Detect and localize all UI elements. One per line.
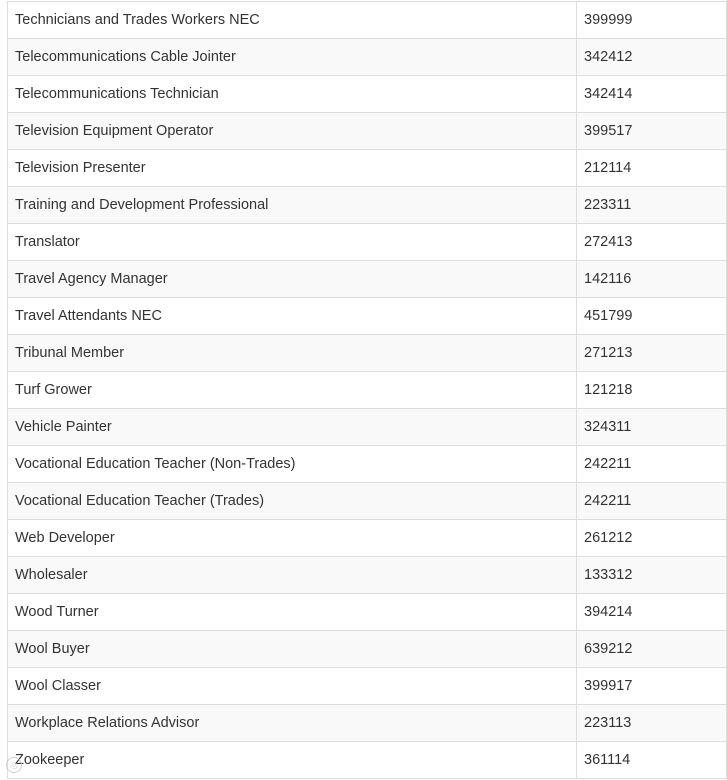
occupation-name-cell: Wood Turner	[8, 594, 577, 631]
table-row	[8, 76, 727, 113]
occupation-name-cell: Vocational Education Teacher (Trades)	[8, 483, 577, 520]
occupation-code-cell: 639212	[577, 631, 727, 668]
occupation-name-cell: Vocational Education Teacher (Non-Trades)	[8, 446, 577, 483]
occupation-name-cell: Vehicle Painter	[8, 409, 577, 446]
occupation-code-cell: 399517	[577, 113, 727, 150]
table-row	[8, 335, 727, 372]
occupation-name-cell: Telecommunications Technician	[8, 76, 577, 113]
occupation-code-cell: 451799	[577, 298, 727, 335]
occupation-code-cell: 223311	[577, 187, 727, 224]
occupation-code-cell: 242211	[577, 446, 727, 483]
table-row	[8, 113, 727, 150]
occupation-code-cell: 324311	[577, 409, 727, 446]
occupation-code-cell: 342412	[577, 39, 727, 76]
occupation-name-cell: Travel Agency Manager	[8, 261, 577, 298]
table-row	[8, 2, 727, 39]
occupation-code-cell: 142116	[577, 261, 727, 298]
occupation-code-cell: 399999	[577, 2, 727, 39]
occupation-name-cell: Zookeeper	[8, 742, 577, 779]
occupation-code-cell: 272413	[577, 224, 727, 261]
occupation-name-cell: Wool Classer	[8, 668, 577, 705]
occupation-name-cell: Travel Attendants NEC	[8, 298, 577, 335]
occupation-name-cell: Television Equipment Operator	[8, 113, 577, 150]
occupation-name-cell: Technicians and Trades Workers NEC	[8, 2, 577, 39]
occupation-code-cell: 361114	[577, 742, 727, 779]
table-row	[8, 446, 727, 483]
table-row	[8, 224, 727, 261]
table-row	[8, 557, 727, 594]
table-row	[8, 372, 727, 409]
occupation-code-cell: 394214	[577, 594, 727, 631]
occupation-code-table	[7, 1, 727, 779]
occupation-code-cell: 212114	[577, 150, 727, 187]
occupation-code-cell: 121218	[577, 372, 727, 409]
occupation-name-cell: Translator	[8, 224, 577, 261]
occupation-name-cell: Wholesaler	[8, 557, 577, 594]
watermark-logo-icon: ◎	[6, 757, 22, 773]
table-row	[8, 409, 727, 446]
table-row	[8, 668, 727, 705]
table-row	[8, 261, 727, 298]
table-row	[8, 594, 727, 631]
table-row	[8, 705, 727, 742]
table-row	[8, 39, 727, 76]
occupation-name-cell: Web Developer	[8, 520, 577, 557]
occupation-code-cell: 261212	[577, 520, 727, 557]
table-row	[8, 298, 727, 335]
occupation-code-cell: 133312	[577, 557, 727, 594]
table-body	[8, 2, 727, 779]
table-row	[8, 631, 727, 668]
occupation-code-cell: 271213	[577, 335, 727, 372]
occupation-name-cell: Workplace Relations Advisor	[8, 705, 577, 742]
occupation-code-cell: 399917	[577, 668, 727, 705]
occupation-name-cell: Turf Grower	[8, 372, 577, 409]
table-row	[8, 187, 727, 224]
occupation-code-cell: 223113	[577, 705, 727, 742]
occupation-code-cell: 242211	[577, 483, 727, 520]
occupation-name-cell: Wool Buyer	[8, 631, 577, 668]
occupation-name-cell: Telecommunications Cable Jointer	[8, 39, 577, 76]
table-row	[8, 483, 727, 520]
occupation-name-cell: Television Presenter	[8, 150, 577, 187]
table-row	[8, 520, 727, 557]
table-row	[8, 150, 727, 187]
occupation-name-cell: Tribunal Member	[8, 335, 577, 372]
table-row	[8, 742, 727, 779]
occupation-code-cell: 342414	[577, 76, 727, 113]
occupation-name-cell: Training and Development Professional	[8, 187, 577, 224]
